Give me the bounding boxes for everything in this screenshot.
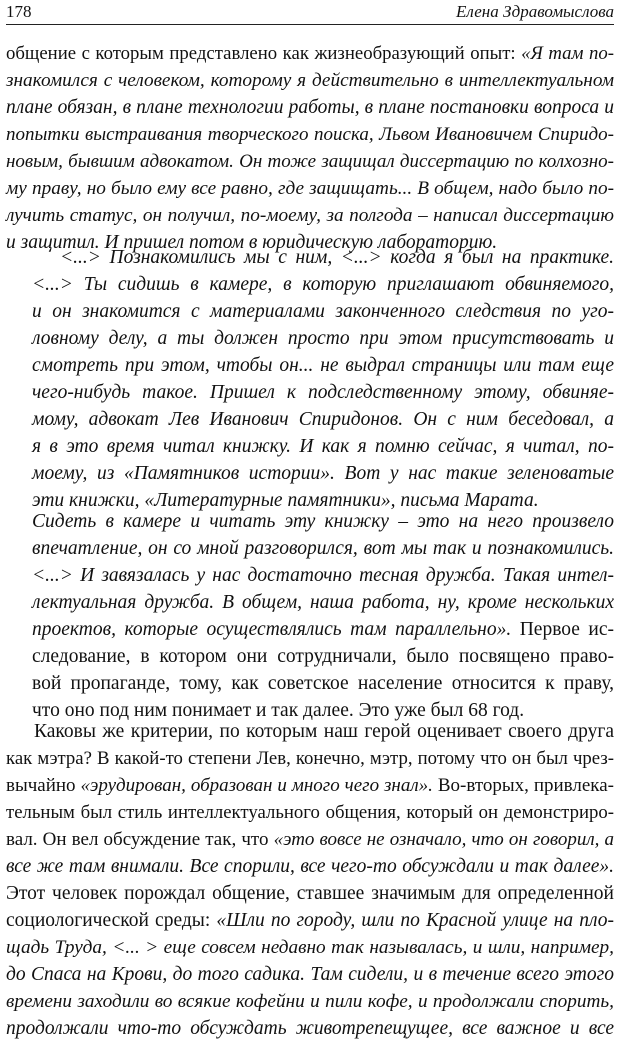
page-number: 178 <box>6 2 32 21</box>
text-run: впечатление, он со мной разговорился, вот мы так и познакомились. <box>32 538 614 559</box>
text-run: му праву, но было ему все равно, где защищать... В общем, надо было по- <box>6 178 614 199</box>
quote-1-line <box>32 352 614 379</box>
text-run: Сидеть в камере и читать эту книжку – это на него произвело <box>32 511 614 532</box>
text-run: вой пропаганде, тому, как советское население относится к праву, <box>32 673 614 694</box>
paragraph-2-line <box>6 853 614 880</box>
paragraph-2-line <box>6 772 614 799</box>
text-run: как мэтра? В какой-то степени Лев, конечно, мэтр, потому что он был чрез- <box>6 748 614 769</box>
text-run: тельным был стиль интеллектуального общения, который он демонстриро- <box>6 802 614 823</box>
paragraph-1-line <box>6 40 614 67</box>
paragraph-2-line <box>6 826 614 853</box>
text-run: и защитил. И пришел потом в юридическую лабораторию. <box>6 232 498 253</box>
text-run: продолжали что-то обсуждать животрепещущее, все важное и все <box>6 1018 614 1039</box>
text-run: ловному делу, а ты должен просто при этом присутствовать и <box>32 328 614 349</box>
text-run: что оно под ним понимает и так далее. Это уже был 68 год. <box>32 700 525 721</box>
text-run: эти книжки, «Литературные памятники», письма Марата. <box>32 490 539 511</box>
text-run: Каковы же критерии, по которым наш герой оценивает своего друга <box>34 721 614 742</box>
text-run: <...> Ты сидишь в камере, в которую приглашают обвиняемого, <box>32 274 614 295</box>
text-run: проектов, которые осуществлялись там параллельно». <box>32 619 512 640</box>
paragraph-2-line <box>6 907 614 934</box>
text-run: знакомился с человеком, которому я действительно в интеллектуальном <box>6 70 614 91</box>
quote-1-line <box>32 406 614 433</box>
text-run: новым, бывшим адвокатом. Он тоже защищал диссертацию по колхозно- <box>6 151 614 172</box>
quote-1-line <box>32 379 614 406</box>
quote-2-line <box>32 670 614 697</box>
text-run: вал. Он вел обсуждение так, что <box>6 829 274 850</box>
text-run: следование, в котором они сотрудничали, было посвящено право- <box>32 646 614 667</box>
text-run: вычайно <box>6 775 81 796</box>
text-run: «эрудирован, образован и много чего знал». <box>80 775 433 796</box>
text-run: и он знакомится с материалами законченного следствия по уго- <box>32 301 614 322</box>
text-run: попытки выстраивания творческого поиска, Львом Ивановичем Спиридо- <box>6 124 614 145</box>
running-head-author: Елена Здравомыслова <box>456 2 614 21</box>
text-run: чего-нибудь такое. Пришел к подследственному этому, обвиняе- <box>32 382 614 403</box>
paragraph-2-line <box>6 799 614 826</box>
quote-1-line <box>32 298 614 325</box>
paragraph-2-line <box>6 961 614 988</box>
text-run: Первое ис- <box>511 619 614 640</box>
paragraph-1-line <box>6 148 614 175</box>
text-run: времени заходили во всякие кофейни и пили кофе, и продолжали спорить, <box>6 991 614 1012</box>
text-run: лектуальная дружба. В общем, наша работа, ну, кроме нескольких <box>32 592 614 613</box>
paragraph-1-line <box>6 67 614 94</box>
quote-1-line <box>32 460 614 487</box>
quote-2-line <box>32 535 614 562</box>
text-run: смотреть при этом, чтобы он... не выдрал страницы или там еще <box>32 355 614 376</box>
text-run: я в это время читал книжку. И как я помню сейчас, я читал, по- <box>32 436 614 457</box>
text-run: плане обязан, в плане технологии работы, в плане постановки вопроса и <box>6 97 614 118</box>
paragraph-1-line <box>6 94 614 121</box>
quote-2-line <box>32 643 614 670</box>
paragraph-2-line <box>34 718 614 745</box>
quote-1-line <box>32 433 614 460</box>
text-run: лучить статус, он получил, по-моему, за полгода – написал диссертацию <box>6 205 614 226</box>
text-run: <...> Познакомились мы с ним, <...> когда я был на практике. <box>60 247 614 268</box>
paragraph-2-line <box>6 934 614 961</box>
text-run: Этот человек порождал общение, ставшее значимым для определенной <box>6 883 614 904</box>
paragraph-2-line <box>6 880 614 907</box>
paragraph-2-line <box>6 988 614 1015</box>
text-run: «Шли по городу, шли по Красной улице на пло- <box>216 910 614 931</box>
text-run: «это вовсе не означало, что он говорил, а <box>273 829 615 850</box>
text-run: Во-вторых, привлека- <box>432 775 615 796</box>
quote-2-line <box>32 508 614 535</box>
quote-2-line <box>32 616 614 643</box>
text-run: до Спаса на Крови, до того садика. Там сидели, и в течение всего этого <box>6 964 614 985</box>
paragraph-1-line <box>6 175 614 202</box>
quote-1-line <box>60 244 614 271</box>
quote-2-line <box>32 589 614 616</box>
text-run: общение с которым представлено как жизнеобразующий опыт: <box>6 43 522 64</box>
paragraph-2-line <box>6 745 614 772</box>
text-run: все же там внимали. Все спорили, все чего-то обсуждали и так далее». <box>6 856 614 877</box>
text-run: «Я там по- <box>521 43 614 64</box>
text-run: социологической среды: <box>6 910 217 931</box>
quote-1-line <box>32 325 614 352</box>
text-run: <...> И завязалась у нас достаточно тесная дружба. Такая интел- <box>32 565 614 586</box>
running-header <box>6 0 614 25</box>
paragraph-1-line <box>6 202 614 229</box>
text-run: щадь Труда, <... > еще совсем недавно так называлась, и шли, например, <box>6 937 614 958</box>
quote-1-line <box>32 271 614 298</box>
text-run: моему, из «Памятников истории». Вот у нас такие зеленоватые <box>32 463 614 484</box>
text-run: мому, адвокат Лев Иванович Спиридонов. Он с ним беседовал, а <box>32 409 614 430</box>
quote-2-line <box>32 562 614 589</box>
paragraph-2-line <box>6 1015 614 1042</box>
paragraph-1-line <box>6 121 614 148</box>
